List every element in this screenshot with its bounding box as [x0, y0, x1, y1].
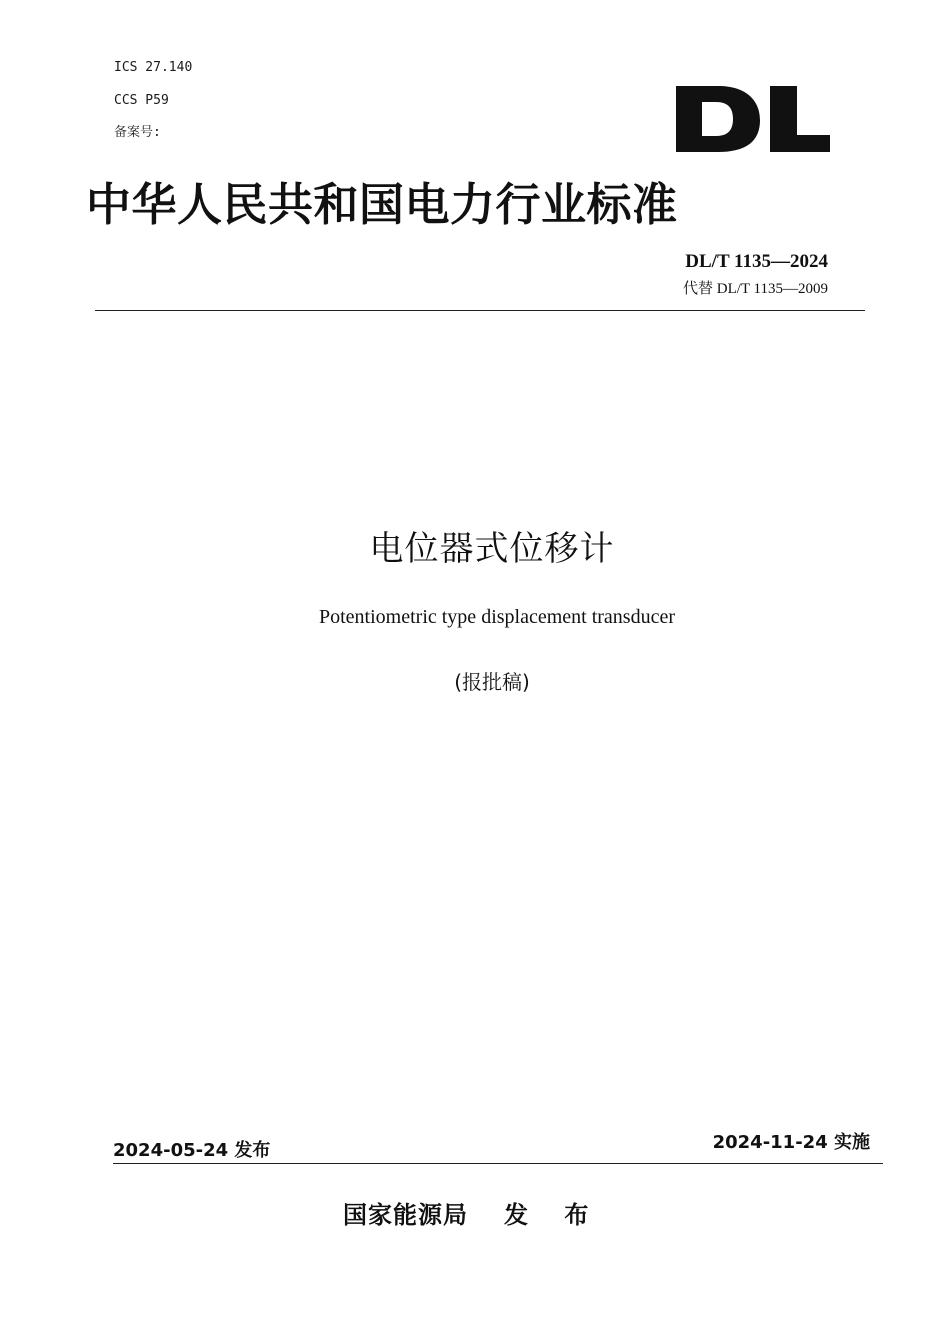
dl-logo-letter-d [676, 86, 760, 152]
ccs-code: CCS P59 [114, 93, 169, 108]
standard-number: DL/T 1135—2024 [685, 251, 828, 272]
publisher-action: 发 布 [504, 1201, 603, 1229]
issue-date: 2024-05-24 发布 [113, 1140, 271, 1161]
footer-divider [113, 1163, 883, 1164]
record-number-label: 备案号: [114, 125, 161, 140]
dl-logo-letter-l [770, 86, 830, 152]
standard-category-title: 中华人民共和国电力行业标准 [86, 178, 678, 231]
dl-logo [672, 80, 838, 160]
ics-code: ICS 27.140 [114, 60, 193, 75]
replaced-standard: 代替 DL/T 1135—2009 [683, 281, 828, 297]
header-divider [95, 310, 865, 311]
implementation-date: 2024-11-24 实施 [712, 1132, 870, 1153]
document-title-en: Potentiometric type displacement transducer [319, 606, 675, 628]
publisher-name: 国家能源局 [343, 1201, 468, 1229]
publisher [343, 1198, 602, 1232]
draft-status: (报批稿) [454, 670, 530, 694]
document-title-cn: 电位器式位移计 [369, 529, 615, 569]
